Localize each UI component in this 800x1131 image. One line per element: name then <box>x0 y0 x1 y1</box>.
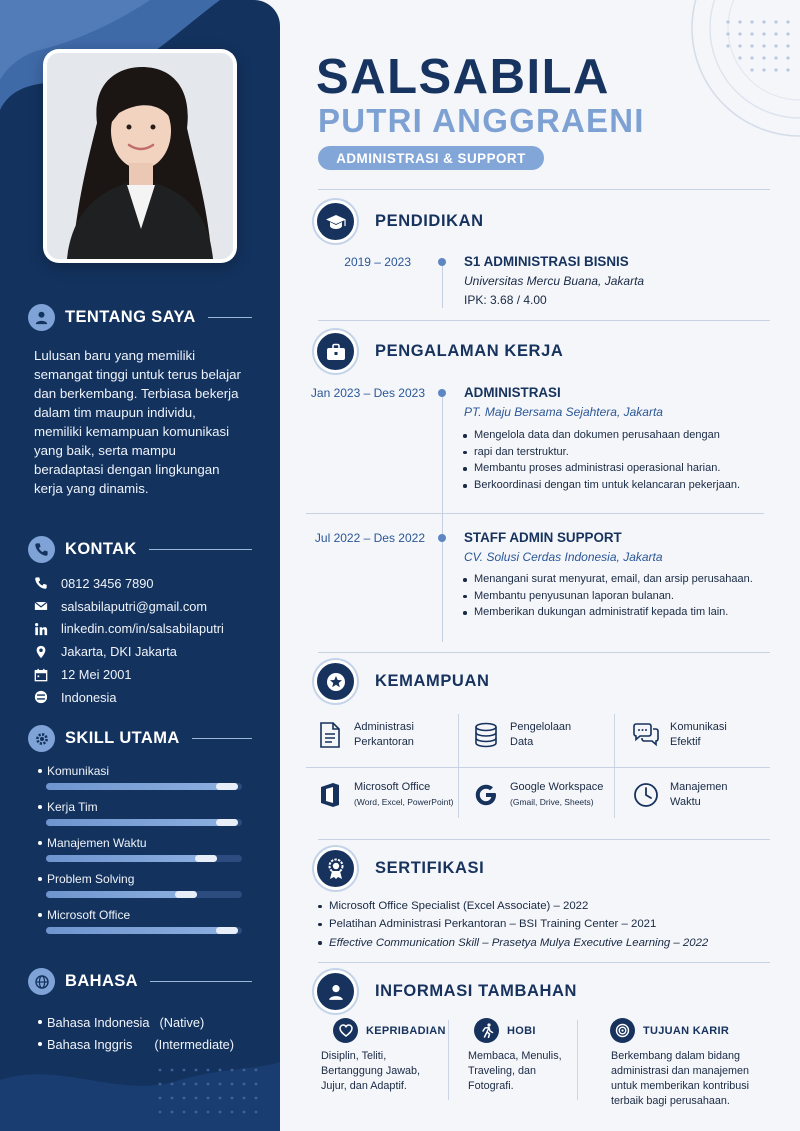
profile-photo-frame <box>43 49 237 263</box>
skill-bar <box>46 891 242 898</box>
education-gpa: IPK: 3.68 / 4.00 <box>464 293 547 307</box>
certification-item <box>318 915 708 933</box>
contact-header <box>28 536 252 563</box>
skill-item <box>38 764 244 800</box>
main-skills-title: SKILL UTAMA <box>65 729 180 747</box>
skill-bar <box>46 855 242 862</box>
ability-item <box>632 780 727 810</box>
task-item: Membantu penyusunan laporan bulanan. <box>463 588 753 605</box>
abilities-header <box>314 660 489 703</box>
skill-item <box>38 800 244 836</box>
user-icon <box>28 304 55 331</box>
language-item <box>38 1011 258 1033</box>
divider <box>614 714 615 818</box>
language-level: (Native) <box>159 1014 205 1030</box>
graduation-cap-icon <box>314 200 357 243</box>
divider <box>150 981 252 982</box>
ability-line1: Pengelolaan <box>510 721 572 733</box>
chat-icon <box>632 721 660 749</box>
clock-icon <box>632 781 660 809</box>
contact-text: linkedin.com/in/salsabilaputri <box>61 621 224 637</box>
language-name: Bahasa Inggris <box>47 1036 133 1052</box>
certifications-header <box>314 847 484 890</box>
star-icon <box>314 660 357 703</box>
skill-bar-fill <box>46 927 238 934</box>
info-line: Fotografi. <box>468 1080 514 1092</box>
main-skills-header <box>28 725 252 752</box>
contact-linkedin[interactable] <box>34 618 254 641</box>
divider <box>306 513 764 514</box>
divider <box>306 767 770 768</box>
skill-bar-fill <box>46 855 217 862</box>
globe-icon <box>28 968 55 995</box>
about-header <box>28 304 252 331</box>
contact-list <box>34 572 254 709</box>
skill-bar-fill <box>46 891 197 898</box>
running-icon <box>474 1018 499 1043</box>
contact-email[interactable] <box>34 595 254 618</box>
certification-issuer: Prasetya Mulya Executive Learning <box>491 936 671 949</box>
ability-line1: Microsoft Office <box>354 781 431 793</box>
sidebar <box>0 0 280 1131</box>
ability-line2: Perkantoran <box>354 736 414 748</box>
task-item: Berkoordinasi dengan tim untuk kelancaran pekerjaan. <box>463 477 740 494</box>
contact-location <box>34 640 254 663</box>
ability-item <box>472 780 603 810</box>
divider <box>458 714 459 818</box>
skill-item <box>38 836 244 872</box>
skill-bar-fill <box>46 783 238 790</box>
language-item <box>38 1033 258 1055</box>
google-icon <box>472 781 500 809</box>
heart-icon <box>333 1018 358 1043</box>
ability-line1: Administrasi <box>354 721 414 733</box>
info-title: TUJUAN KARIR <box>643 1024 730 1037</box>
phone-icon <box>28 536 55 563</box>
divider <box>448 1020 449 1100</box>
skill-name: Manajemen Waktu <box>47 836 147 850</box>
skill-item <box>38 908 244 944</box>
language-level: (Intermediate) <box>154 1036 235 1052</box>
experience-header <box>314 330 563 373</box>
skill-bar-fill <box>46 819 238 826</box>
skill-bar <box>46 819 242 826</box>
contact-phone[interactable] <box>34 572 254 595</box>
education-header <box>314 200 484 243</box>
certification-item <box>318 897 708 915</box>
skill-name: Kerja Tim <box>47 800 98 814</box>
certification-text: Pelatihan Administrasi Perkantoran – BSI Training Center – 2021 <box>329 918 657 931</box>
info-line: terbaik bagi perusahaan. <box>611 1095 730 1107</box>
info-line: Traveling, dan <box>468 1065 537 1077</box>
timeline-dot <box>438 258 446 266</box>
task-item: Membantu proses administrasi operasional harian. <box>463 460 740 477</box>
timeline-line <box>442 392 443 642</box>
contact-text: Jakarta, DKI Jakarta <box>61 644 177 660</box>
ability-line2: Data <box>510 736 534 748</box>
medal-icon <box>314 847 357 890</box>
ability-line2: Waktu <box>670 796 701 808</box>
ability-line1: Komunikasi <box>670 721 727 733</box>
calendar-icon <box>34 668 48 682</box>
languages-title: BAHASA <box>65 972 138 990</box>
job-tasks <box>463 571 753 621</box>
contact-text: Indonesia <box>61 689 117 705</box>
office-icon <box>316 781 344 809</box>
contact-text: 12 Mei 2001 <box>61 667 132 683</box>
divider <box>318 839 770 840</box>
location-icon <box>34 645 48 659</box>
gear-icon <box>28 725 55 752</box>
target-icon <box>610 1018 635 1043</box>
skill-name: Microsoft Office <box>47 908 131 922</box>
info-line: Berkembang dalam bidang <box>611 1050 741 1062</box>
divider <box>577 1020 578 1100</box>
timeline-dot <box>438 534 446 542</box>
ability-line1: Manajemen <box>670 781 728 793</box>
task-item-continuation: rapi dan terstruktur. <box>463 444 740 461</box>
personality-column <box>321 1018 446 1094</box>
job-period: Jan 2023 – Des 2023 <box>310 386 425 400</box>
info-line: Bertanggung Jawab, <box>321 1065 421 1077</box>
languages-header <box>28 968 252 995</box>
abilities-grid <box>306 714 770 818</box>
user-icon <box>314 970 357 1013</box>
job-position: ADMINISTRASI <box>464 385 561 400</box>
additional-info-header <box>314 970 577 1013</box>
skill-bar <box>46 783 242 790</box>
skill-name: Komunikasi <box>47 764 110 778</box>
linkedin-icon <box>34 622 48 636</box>
certification-text: Effective Communication Skill – <box>329 936 492 949</box>
about-text: Lulusan baru yang memiliki semangat tinggi untuk terus belajar dan berkembang. Terbiasa bekerja dalam tim maupun individu, memiliki kemampuan komunikasi yang baik, serta mampu beradaptasi dengan lingkungan kerja yang dinamis. <box>34 348 241 496</box>
ability-item <box>316 780 454 810</box>
job-tasks <box>463 427 740 494</box>
about-title: TENTANG SAYA <box>65 308 196 326</box>
info-title: KEPRIBADIAN <box>366 1024 446 1037</box>
divider <box>149 549 252 550</box>
certifications-title: SERTIFIKASI <box>375 859 485 877</box>
info-line: Membaca, Menulis, <box>468 1050 562 1062</box>
profile-photo <box>47 53 233 259</box>
career-goal-column <box>610 1018 749 1109</box>
divider <box>192 738 252 739</box>
mail-icon <box>34 599 48 613</box>
job-position: STAFF ADMIN SUPPORT <box>464 530 622 545</box>
info-line: Disiplin, Teliti, <box>321 1050 387 1062</box>
first-name: SALSABILA <box>316 50 610 104</box>
experience-title: PENGALAMAN KERJA <box>375 342 564 360</box>
contact-birthdate <box>34 663 254 686</box>
additional-info-title: INFORMASI TAMBAHAN <box>375 982 578 1000</box>
flag-icon <box>34 690 48 704</box>
contact-nationality <box>34 686 254 709</box>
certification-text: Microsoft Office Specialist (Excel Associate) – 2022 <box>329 900 589 912</box>
divider <box>208 317 252 318</box>
education-school: Universitas Mercu Buana, Jakarta <box>464 274 645 288</box>
education-degree: S1 ADMINISTRASI BISNIS <box>464 254 629 269</box>
skill-item <box>38 872 244 908</box>
document-icon <box>316 721 344 749</box>
info-line: Jujur, dan Adaptif. <box>321 1080 407 1092</box>
phone-icon <box>34 576 48 590</box>
contact-text: salsabilaputri@gmail.com <box>61 598 207 614</box>
ability-line2: Efektif <box>670 736 701 748</box>
contact-title: KONTAK <box>65 540 137 558</box>
divider <box>318 652 770 653</box>
info-line: untuk memberikan kontribusi <box>611 1080 750 1092</box>
ability-line2: (Gmail, Drive, Sheets) <box>510 797 594 807</box>
language-name: Bahasa Indonesia <box>47 1014 150 1030</box>
divider <box>318 320 770 321</box>
task-item: Mengelola data dan dokumen perusahaan dengan <box>463 427 740 444</box>
divider <box>318 189 770 190</box>
education-period: 2019 – 2023 <box>344 255 411 269</box>
task-item: Menangani surat menyurat, email, dan arsip perusahaan. <box>463 571 753 588</box>
task-item: Memberikan dukungan administratif kepada tim lain. <box>463 604 753 621</box>
skill-bar <box>46 927 242 934</box>
abilities-title: KEMAMPUAN <box>375 672 490 690</box>
skill-name: Problem Solving <box>47 872 135 886</box>
certification-year: – 2022 <box>670 936 709 949</box>
languages-list <box>38 1011 258 1055</box>
database-icon <box>472 721 500 749</box>
divider <box>318 962 770 963</box>
job-company: PT. Maju Bersama Sejahtera, Jakarta <box>464 405 663 419</box>
info-line: administrasi dan manajemen <box>611 1065 750 1077</box>
job-company: CV. Solusi Cerdas Indonesia, Jakarta <box>464 550 663 564</box>
timeline-dot <box>438 389 446 397</box>
education-title: PENDIDIKAN <box>375 212 484 230</box>
decorative-circles <box>640 0 800 140</box>
certifications-list <box>318 897 708 952</box>
certification-item <box>318 934 708 952</box>
hobby-column <box>468 1018 562 1094</box>
ability-item <box>632 720 727 750</box>
timeline-line <box>442 266 443 308</box>
job-period: Jul 2022 – Des 2022 <box>314 531 425 545</box>
briefcase-icon <box>314 330 357 373</box>
ability-line1: Google Workspace <box>510 781 604 793</box>
ability-item <box>316 720 414 750</box>
last-name: PUTRI ANGGRAENI <box>318 102 645 139</box>
main-skills-list <box>38 764 244 944</box>
role-badge: ADMINISTRASI & SUPPORT <box>318 146 544 170</box>
info-title: HOBI <box>507 1024 536 1037</box>
ability-line2: (Word, Excel, PowerPoint) <box>354 797 454 807</box>
contact-text: 0812 3456 7890 <box>61 575 154 591</box>
ability-item <box>472 720 571 750</box>
